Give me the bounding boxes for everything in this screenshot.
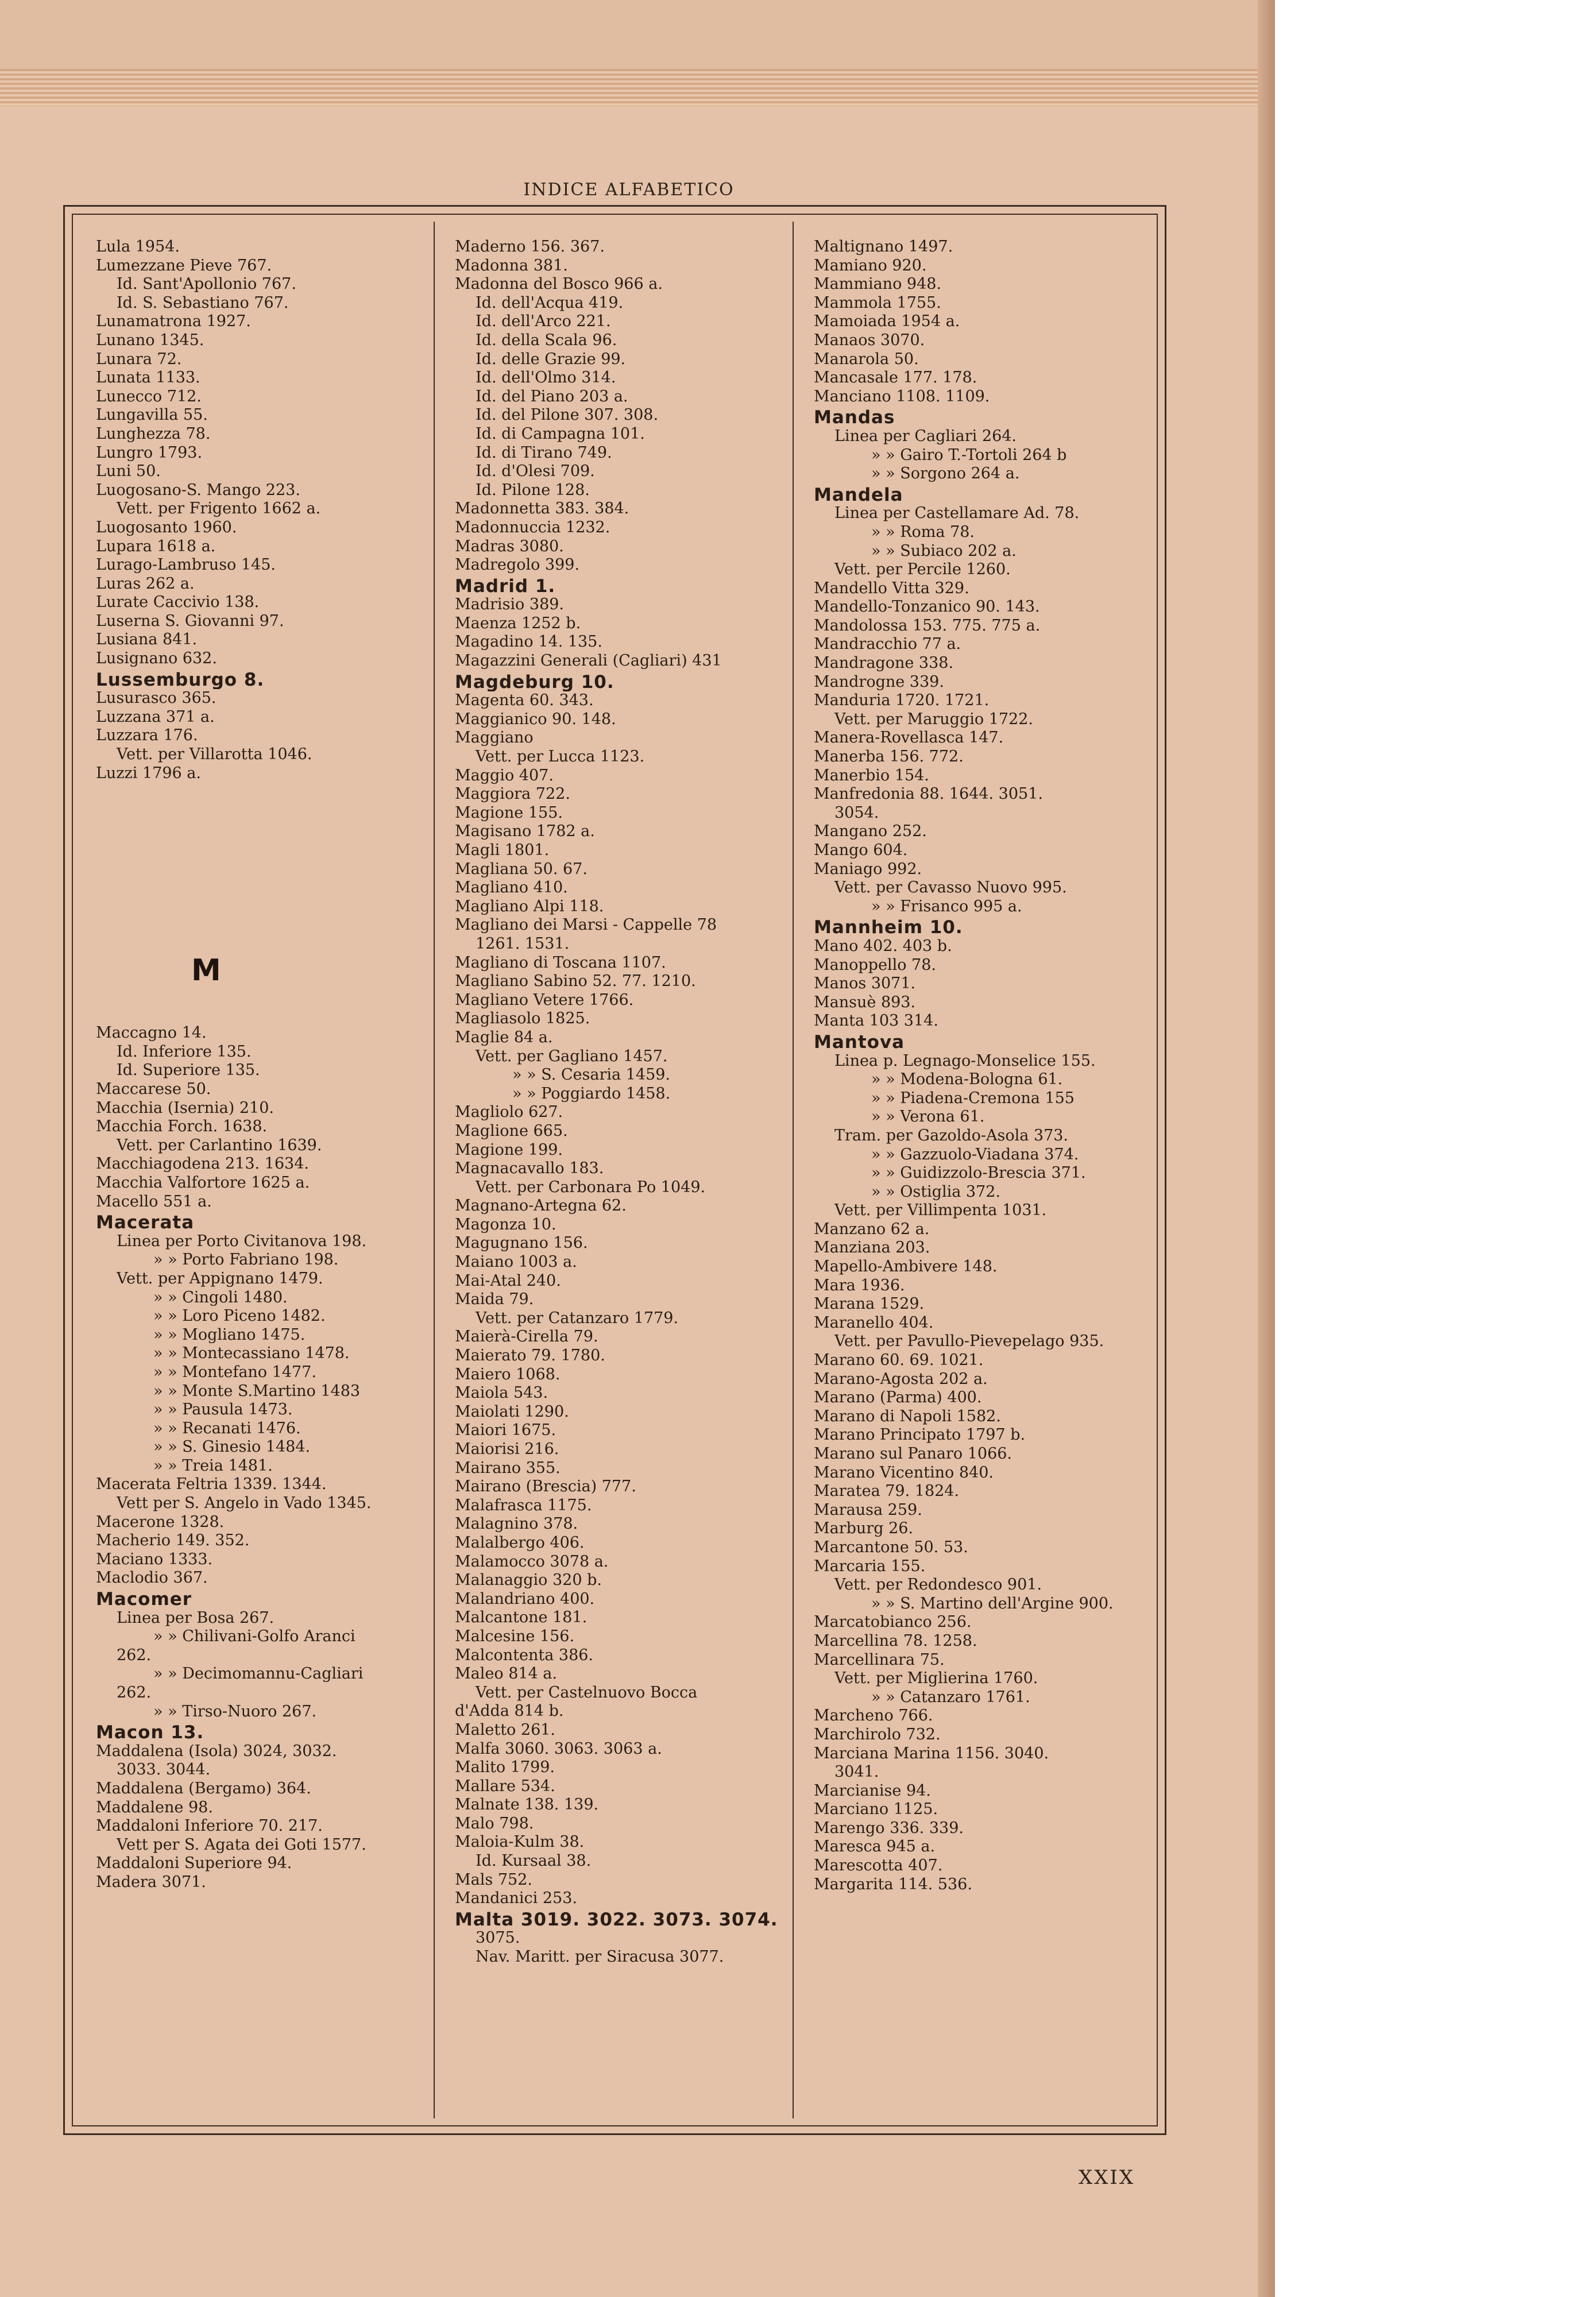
index-entry: Manoppello 78.: [814, 956, 936, 974]
index-entry: Maddalena (Bergamo) 364.: [96, 1779, 311, 1797]
index-entry: Vett. per Redondesco 901.: [834, 1576, 1042, 1594]
index-entry: Marano Vicentino 840.: [814, 1463, 994, 1482]
index-entry: Mansuè 893.: [814, 993, 916, 1011]
index-entry: Magliano Sabino 52. 77. 1210.: [455, 972, 696, 991]
index-entry: Lumezzane Pieve 767.: [96, 256, 272, 274]
index-entry: Macerata Feltria 1339. 1344.: [96, 1475, 327, 1494]
index-entry: Mairano 355.: [455, 1459, 561, 1477]
index-entry: Macerone 1328.: [96, 1513, 225, 1531]
index-entry: » » Ostiglia 372.: [871, 1182, 1001, 1201]
index-entry: Manduria 1720. 1721.: [814, 691, 990, 710]
index-entry: Mantova: [814, 1033, 905, 1052]
index-entry: » » Decimomannu-Cagliari: [153, 1665, 364, 1683]
index-column-1: [96, 238, 469, 1892]
index-entry: Magione 199.: [455, 1140, 563, 1159]
index-entry: Id. del Piano 203 a.: [476, 387, 628, 405]
index-entry: » » Piadena-Cremona 155: [871, 1089, 1075, 1107]
index-entry: Id. dell'Arco 221.: [476, 312, 611, 331]
index-entry: Malta 3019. 3022. 3073. 3074.: [455, 1910, 778, 1929]
book-spine-edge: [1258, 0, 1275, 2297]
index-entry: Marcantone 50. 53.: [814, 1538, 968, 1556]
index-entry: Malo 798.: [455, 1814, 534, 1832]
index-entry: Malcantone 181.: [455, 1608, 588, 1627]
index-entry: Malnate 138. 139.: [455, 1796, 599, 1814]
index-entry: Madrid 1.: [455, 577, 556, 596]
index-entry: Id. Sant'Apollonio 767.: [117, 275, 296, 293]
index-entry: Id. della Scala 96.: [476, 331, 617, 349]
index-entry: Mallare 534.: [455, 1777, 555, 1795]
index-entry: Madonnuccia 1232.: [455, 518, 610, 536]
index-entry: Magione 155.: [455, 803, 563, 822]
index-entry: Lussemburgo 8.: [96, 670, 265, 690]
index-entry: Mandrogne 339.: [814, 672, 944, 691]
index-entry: Lusignano 632.: [96, 649, 217, 668]
index-entry: Mammola 1755.: [814, 293, 941, 312]
index-entry: Maiori 1675.: [455, 1421, 557, 1440]
index-entry: » » Frisanco 995 a.: [871, 897, 1022, 915]
index-entry: Linea per Porto Civitanova 198.: [117, 1232, 367, 1250]
index-entry: Vett. per Carlantino 1639.: [117, 1136, 322, 1154]
index-entry: Linea per Castellamare Ad. 78.: [834, 504, 1080, 523]
index-entry: Magliolo 627.: [455, 1103, 563, 1122]
index-entry: Luzzara 176.: [96, 726, 198, 745]
index-entry: Magnacavallo 183.: [455, 1159, 604, 1178]
index-entry: Mamiano 920.: [814, 256, 927, 274]
index-entry: » » Tirso-Nuoro 267.: [153, 1702, 317, 1720]
index-frame: [63, 205, 1166, 2135]
index-entry: Vett. per Carbonara Po 1049.: [476, 1178, 706, 1196]
index-entry: Vett. per Villimpenta 1031.: [834, 1201, 1047, 1220]
index-entry: Manarola 50.: [814, 350, 919, 368]
index-entry: Malagnino 378.: [455, 1515, 578, 1533]
index-entry: Id. Pilone 128.: [476, 481, 590, 499]
index-entry: Maciano 1333.: [96, 1550, 213, 1568]
index-entry: » » Catanzaro 1761.: [871, 1688, 1030, 1706]
index-entry: Vett. per Villarotta 1046.: [117, 745, 312, 764]
index-entry: Macello 551 a.: [96, 1192, 212, 1211]
index-entry: Malito 1799.: [455, 1758, 555, 1777]
index-entry: Marana 1529.: [814, 1295, 925, 1313]
index-entry: Magonza 10.: [455, 1215, 557, 1233]
index-entry: » » Roma 78.: [871, 523, 975, 541]
index-entry: Maniago 992.: [814, 860, 922, 878]
index-entry: Luogosanto 1960.: [96, 518, 237, 536]
index-entry: Mammiano 948.: [814, 275, 942, 293]
index-entry: Lurate Caccivio 138.: [96, 593, 260, 612]
index-entry: Madera 3071.: [96, 1873, 206, 1891]
index-entry: Tram. per Gazoldo-Asola 373.: [834, 1126, 1069, 1144]
index-entry: Malcesine 156.: [455, 1627, 575, 1645]
index-entry: Maranello 404.: [814, 1313, 934, 1332]
index-entry: Luni 50.: [96, 462, 161, 481]
index-entry: Marciano 1125.: [814, 1800, 938, 1819]
index-entry: » » Porto Fabriano 198.: [153, 1251, 339, 1269]
index-entry: Manera-Rovellasca 147.: [814, 729, 1004, 747]
index-entry: Maddaloni Superiore 94.: [96, 1854, 292, 1873]
index-entry: Lurago-Lambruso 145.: [96, 556, 276, 574]
index-entry: Mandello-Tonzanico 90. 143.: [814, 598, 1040, 616]
index-entry: Madrisio 389.: [455, 595, 565, 614]
page-stack-edge: [0, 69, 1275, 109]
index-entry: Manta 103 314.: [814, 1012, 938, 1030]
index-entry: Marcellina 78. 1258.: [814, 1631, 977, 1650]
index-entry: 3054.: [834, 803, 879, 822]
index-entry: Vett. per Cavasso Nuovo 995.: [834, 879, 1067, 897]
index-entry: » » Gazzuolo-Viadana 374.: [871, 1145, 1079, 1163]
index-entry: Macomer: [96, 1590, 192, 1609]
index-entry: Malamocco 3078 a.: [455, 1552, 609, 1571]
index-entry: » » Sorgono 264 a.: [871, 465, 1020, 483]
index-entry: Malandriano 400.: [455, 1590, 595, 1608]
index-entry: Magliano 410.: [455, 879, 568, 897]
index-entry: Maggio 407.: [455, 766, 554, 784]
index-entry: Magazzini Generali (Cagliari) 431: [455, 652, 722, 670]
section-gap: [96, 783, 469, 1024]
index-entry: Id. S. Sebastiano 767.: [117, 293, 289, 312]
index-entry: Marausa 259.: [814, 1501, 922, 1519]
index-entry: Id. del Pilone 307. 308.: [476, 406, 659, 424]
index-entry: d'Adda 814 b.: [455, 1702, 564, 1720]
index-entry: 262.: [117, 1684, 152, 1702]
index-entry: Macchia (Isernia) 210.: [96, 1099, 274, 1117]
index-entry: Lunghezza 78.: [96, 424, 211, 443]
index-entry: Id. di Campagna 101.: [476, 424, 645, 443]
index-entry: Vett. per Maruggio 1722.: [834, 710, 1033, 728]
index-entry: Vett. per Appignano 1479.: [117, 1269, 323, 1287]
index-entry: Macon 13.: [96, 1723, 204, 1742]
index-entry: Mango 604.: [814, 841, 908, 859]
index-entry: Marcianise 94.: [814, 1781, 931, 1800]
index-entry: Maiorisi 216.: [455, 1440, 559, 1458]
index-entry: Maderno 156. 367.: [455, 238, 605, 256]
index-entry: Magliano Alpi 118.: [455, 897, 604, 915]
index-entry: » » Chilivani-Golfo Aranci: [153, 1627, 355, 1646]
index-entry: Vett. per Lucca 1123.: [476, 748, 645, 766]
index-entry: Vett. per Catanzaro 1779.: [476, 1309, 679, 1327]
index-entry: » » Verona 61.: [871, 1108, 985, 1126]
index-entry: Manzano 62 a.: [814, 1220, 930, 1238]
index-entry: Manerba 156. 772.: [814, 748, 964, 766]
index-entry: Magliana 50. 67.: [455, 860, 588, 878]
index-entry: Macchia Valfortore 1625 a.: [96, 1173, 310, 1192]
index-entry: Id. Superiore 135.: [117, 1061, 260, 1080]
index-entry: Maggianico 90. 148.: [455, 710, 616, 728]
index-entry: Maccagno 14.: [96, 1024, 207, 1042]
index-entry: » » Pausula 1473.: [153, 1401, 293, 1419]
index-entry: Macherio 149. 352.: [96, 1532, 250, 1550]
index-column-3: [814, 238, 1164, 1894]
index-entry: Id. dell'Olmo 314.: [476, 369, 616, 387]
index-entry: Lula 1954.: [96, 238, 180, 256]
index-entry: Lupara 1618 a.: [96, 537, 216, 555]
index-entry: Vett per S. Agata dei Goti 1577.: [117, 1835, 366, 1854]
index-entry: » » Subiaco 202 a.: [871, 542, 1017, 560]
index-entry: Mandragone 338.: [814, 654, 954, 672]
index-entry: Madregolo 399.: [455, 556, 580, 574]
index-entry: Mairano (Brescia) 777.: [455, 1478, 636, 1496]
section-letter: M: [191, 953, 221, 988]
index-entry: Madras 3080.: [455, 537, 564, 555]
index-entry: Mandolossa 153. 775. 775 a.: [814, 616, 1041, 635]
index-entry: » » Guidizzolo-Brescia 371.: [871, 1164, 1086, 1182]
index-entry: » » Poggiardo 1458.: [512, 1084, 671, 1103]
index-frame-inner: [72, 214, 1158, 2126]
index-entry: Id. d'Olesi 709.: [476, 462, 595, 481]
index-entry: Maclodio 367.: [96, 1569, 208, 1587]
index-entry: Maddaloni Inferiore 70. 217.: [96, 1817, 323, 1835]
index-entry: Vett per S. Angelo in Vado 1345.: [117, 1494, 372, 1513]
index-entry: Mandas: [814, 408, 895, 427]
index-entry: Manaos 3070.: [814, 331, 925, 349]
index-entry: » » Montefano 1477.: [153, 1363, 316, 1381]
index-entry: Manerbio 154.: [814, 766, 929, 784]
index-entry: Vett. per Miglierina 1760.: [834, 1669, 1038, 1688]
index-entry: Maggiora 722.: [455, 785, 570, 803]
index-entry: Mandracchio 77 a.: [814, 635, 961, 653]
index-entry: Malfa 3060. 3063. 3063 a.: [455, 1739, 662, 1758]
index-entry: Mano 402. 403 b.: [814, 937, 952, 955]
index-entry: » » Modena-Bologna 61.: [871, 1070, 1063, 1089]
index-entry: Mamoiada 1954 a.: [814, 312, 960, 331]
index-entry: 1261. 1531.: [476, 934, 570, 953]
index-entry: Marcheno 766.: [814, 1707, 933, 1725]
index-entry: Maggiano: [455, 729, 534, 747]
index-entry: Maierà-Cirella 79.: [455, 1328, 598, 1346]
index-entry: Lusurasco 365.: [96, 689, 217, 707]
index-entry: Marciana Marina 1156. 3040.: [814, 1744, 1049, 1762]
index-entry: Marcaria 155.: [814, 1557, 926, 1575]
index-entry: Mangano 252.: [814, 822, 927, 841]
index-entry: Mancasale 177. 178.: [814, 369, 977, 387]
index-entry: Manciano 1108. 1109.: [814, 387, 990, 405]
index-entry: Luras 262 a.: [96, 574, 195, 593]
index-entry: Maiero 1068.: [455, 1365, 561, 1383]
index-entry: Magliasolo 1825.: [455, 1010, 590, 1028]
index-entry: Manfredonia 88. 1644. 3051.: [814, 785, 1043, 803]
index-entry: Madonna del Bosco 966 a.: [455, 275, 663, 293]
index-entry: Vett. per Gagliano 1457.: [476, 1047, 668, 1065]
index-entry: Maiola 543.: [455, 1384, 548, 1402]
index-entry: Mapello-Ambivere 148.: [814, 1258, 998, 1276]
index-entry: Madonnetta 383. 384.: [455, 500, 629, 518]
index-entry: Maglie 84 a.: [455, 1028, 553, 1046]
index-entry: Marcatobianco 256.: [814, 1613, 972, 1631]
index-entry: Malanaggio 320 b.: [455, 1571, 602, 1590]
index-entry: Magdeburg 10.: [455, 672, 615, 692]
index-entry: Lusiana 841.: [96, 631, 198, 649]
index-entry: Luogosano-S. Mango 223.: [96, 481, 300, 499]
book-page: [0, 106, 1258, 2297]
index-entry: » » Gairo T.-Tortoli 264 b: [871, 446, 1067, 464]
index-entry: Lunara 72.: [96, 350, 182, 368]
index-entry: Macchia Forch. 1638.: [96, 1117, 268, 1136]
index-entry: 3033. 3044.: [117, 1761, 211, 1779]
index-entry: Maleo 814 a.: [455, 1665, 557, 1683]
index-entry: Magliano dei Marsi - Cappelle 78: [455, 916, 717, 934]
index-entry: Luserna S. Giovanni 97.: [96, 612, 284, 630]
index-entry: » » Recanati 1476.: [153, 1419, 301, 1437]
index-entry: Id. dell'Acqua 419.: [476, 293, 624, 312]
index-entry: Maiolati 1290.: [455, 1402, 569, 1421]
index-entry: 3041.: [834, 1763, 879, 1781]
index-entry: Id. Inferiore 135.: [117, 1042, 252, 1061]
running-head: INDICE ALFABETICO: [523, 180, 735, 200]
index-entry: Marano sul Panaro 1066.: [814, 1445, 1013, 1463]
index-entry: Maddalena (Isola) 3024, 3032.: [96, 1742, 337, 1760]
index-entry: Mai-Atal 240.: [455, 1271, 561, 1290]
index-entry: Maccarese 50.: [96, 1080, 211, 1098]
index-entry: Marano di Napoli 1582.: [814, 1407, 1001, 1425]
index-entry: 3075.: [476, 1929, 520, 1947]
index-entry: » » Montecassiano 1478.: [153, 1344, 350, 1363]
index-entry: » » Treia 1481.: [153, 1456, 273, 1475]
index-entry: Margarita 114. 536.: [814, 1875, 972, 1893]
index-entry: Malcontenta 386.: [455, 1646, 594, 1664]
index-entry: Marcellinara 75.: [814, 1650, 945, 1669]
index-entry: Madonna 381.: [455, 256, 568, 274]
index-entry: Linea p. Legnago-Monselice 155.: [834, 1051, 1096, 1070]
index-entry: Lunamatrona 1927.: [96, 312, 251, 331]
index-entry: Marano-Agosta 202 a.: [814, 1370, 988, 1388]
index-entry: Magliano Vetere 1766.: [455, 991, 634, 1009]
index-entry: Manos 3071.: [814, 975, 916, 993]
index-entry: Mandello Vitta 329.: [814, 579, 969, 597]
index-entry: Magisano 1782 a.: [455, 822, 595, 841]
index-entry: » » Mogliano 1475.: [153, 1325, 306, 1344]
index-entry: » » S. Cesaria 1459.: [512, 1066, 671, 1084]
index-entry: Mannheim 10.: [814, 918, 963, 937]
index-entry: Magadino 14. 135.: [455, 633, 602, 651]
index-entry: » » S. Ginesio 1484.: [153, 1438, 311, 1456]
index-entry: Malalbergo 406.: [455, 1533, 585, 1552]
index-entry: Maierato 79. 1780.: [455, 1347, 605, 1365]
index-entry: Macchiagodena 213. 1634.: [96, 1155, 309, 1173]
index-entry: Maddalene 98.: [96, 1798, 213, 1816]
index-entry: Magugnano 156.: [455, 1234, 588, 1252]
page-number: XXIX: [1079, 2166, 1135, 2189]
index-entry: Maletto 261.: [455, 1720, 556, 1739]
index-entry: Manziana 203.: [814, 1239, 930, 1257]
index-entry: Mals 752.: [455, 1870, 532, 1889]
index-entry: Lunano 1345.: [96, 331, 204, 349]
index-entry: 262.: [117, 1646, 152, 1664]
index-entry: Lungavilla 55.: [96, 406, 208, 424]
index-entry: Marburg 26.: [814, 1519, 914, 1538]
index-entry: Lunecco 712.: [96, 387, 202, 405]
index-entry: Marescotta 407.: [814, 1857, 943, 1875]
index-entry: Marano Principato 1797 b.: [814, 1426, 1026, 1444]
index-entry: Mara 1936.: [814, 1276, 905, 1294]
index-entry: Magliano di Toscana 1107.: [455, 953, 666, 972]
index-entry: Vett. per Castelnuovo Bocca: [476, 1683, 698, 1702]
index-entry: Maida 79.: [455, 1290, 534, 1309]
index-entry: Macerata: [96, 1213, 195, 1232]
index-entry: Nav. Maritt. per Siracusa 3077.: [476, 1948, 724, 1966]
index-entry: Marengo 336. 339.: [814, 1819, 964, 1837]
index-entry: » » S. Martino dell'Argine 900.: [871, 1594, 1114, 1612]
index-entry: Luzzi 1796 a.: [96, 764, 201, 782]
index-entry: Marchirolo 732.: [814, 1725, 941, 1743]
index-entry: Maiano 1003 a.: [455, 1253, 577, 1271]
index-entry: Lungro 1793.: [96, 443, 203, 462]
index-entry: Mandanici 253.: [455, 1889, 577, 1908]
index-entry: Magli 1801.: [455, 841, 550, 859]
index-entry: Maloia-Kulm 38.: [455, 1833, 585, 1851]
index-entry: » » Loro Piceno 1482.: [153, 1307, 326, 1325]
index-entry: Id. di Tirano 749.: [476, 443, 612, 462]
index-entry: Luzzana 371 a.: [96, 707, 215, 726]
index-entry: » » Monte S.Martino 1483: [153, 1382, 361, 1400]
index-entry: Linea per Cagliari 264.: [834, 427, 1017, 445]
index-entry: Marano 60. 69. 1021.: [814, 1351, 984, 1370]
index-entry: Vett. per Pavullo-Pievepelago 935.: [834, 1332, 1104, 1351]
index-entry: Magnano-Artegna 62.: [455, 1197, 627, 1215]
index-entry: Marano (Parma) 400.: [814, 1389, 982, 1407]
index-entry: Id. delle Grazie 99.: [476, 350, 626, 368]
index-entry: Magenta 60. 343.: [455, 691, 594, 710]
index-entry: Linea per Bosa 267.: [117, 1608, 275, 1627]
index-entry: Maenza 1252 b.: [455, 614, 581, 632]
index-entry: » » Cingoli 1480.: [153, 1288, 288, 1306]
index-entry: Maglione 665.: [455, 1122, 568, 1140]
index-entry: Vett. per Percile 1260.: [834, 560, 1011, 579]
index-entry: Id. Kursaal 38.: [476, 1852, 592, 1870]
index-entry: Maresca 945 a.: [814, 1838, 936, 1856]
index-entry: Maratea 79. 1824.: [814, 1482, 960, 1501]
index-entry: Mandela: [814, 485, 903, 505]
index-entry: Maltignano 1497.: [814, 238, 953, 256]
index-entry: Lunata 1133.: [96, 369, 200, 387]
index-column-2: [455, 238, 811, 1967]
index-entry: Vett. per Frigento 1662 a.: [117, 500, 321, 518]
index-entry: Malafrasca 1175.: [455, 1496, 592, 1514]
